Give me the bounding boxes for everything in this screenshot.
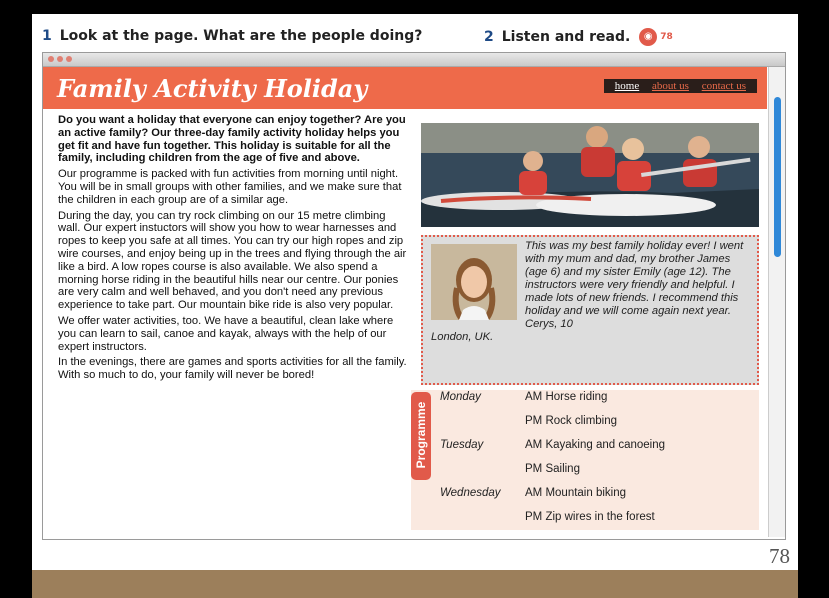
article-paragraph-2: During the day, you can try rock climbing on our 15 metre climbing wall. Our expert instuctors will show you how to wear harnesses and ropes to keep you safe at all times. You can try our high ropes and zip wire courses, and enjoy being up in the trees and flying through the air like a bird. A low ropes course is also available. We also spend a morning horse riding in the beautiful hills near our centre. Our ponies are very calm and well behaved, and you don't need any previous experience to take part. Our mountain bike ride is also very popular. <box>58 209 407 312</box>
article-paragraph-4: In the evenings, there are games and sports activities for all the family. With so much to do, your family will never be bored! <box>58 356 407 382</box>
task-1 <box>42 28 422 44</box>
programme-activity: AM Mountain biking <box>525 487 626 499</box>
audio-cd-icon: ◉ <box>639 28 657 46</box>
site-nav <box>604 79 757 93</box>
programme-tab <box>411 392 431 480</box>
programme-label: Programme <box>414 401 428 469</box>
programme-day: Monday <box>440 391 481 403</box>
programme-activity: AM Horse riding <box>525 391 608 403</box>
scrollbar-thumb[interactable] <box>774 97 781 257</box>
programme-day: Tuesday <box>440 439 484 451</box>
vertical-scrollbar[interactable] <box>768 67 785 537</box>
article-intro: Do you want a holiday that everyone can enjoy together? Are you an active family? Our three-day family activity holiday helps you get fit and have fun together. This holiday is suitable for all the family, including children from the age of five and above. <box>58 114 406 165</box>
testimonial-name: Cerys, 10 <box>525 318 573 330</box>
task-1-number: 1 <box>42 28 52 44</box>
article-paragraph-1: Our programme is packed with fun activities from morning until night. You will be in small groups with other families, and we make sure that the children in each group are of a similar age. <box>58 168 402 206</box>
site-title: Family Activity Holiday <box>57 74 368 103</box>
kayak-scene-illustration <box>421 123 759 227</box>
browser-window <box>42 52 786 540</box>
testimonial-box <box>421 235 759 385</box>
site-banner <box>43 67 767 109</box>
task-2-text: Listen and read. <box>501 29 631 45</box>
programme-activity: PM Zip wires in the forest <box>525 511 655 523</box>
task-1-text: Look at the page. What are the people doing? <box>59 28 423 44</box>
article <box>58 114 408 385</box>
programme-day: Wednesday <box>440 487 501 499</box>
page-footer-band <box>32 570 798 598</box>
browser-titlebar <box>43 53 785 67</box>
family-kayak-photo <box>421 123 759 227</box>
testimonial-text: This was my best family holiday ever! I went with my mum and dad, my brother James (age 6) and my sister Emily (age 12). The instructors were very friendly and helpful. I made lots of new friends. I recommend this holiday and we will come again next year. <box>525 240 744 317</box>
testimonial-location: London, UK. <box>431 331 494 343</box>
programme-table <box>411 390 759 530</box>
window-maximize-icon[interactable] <box>66 56 72 62</box>
nav-link-about-us[interactable]: about us <box>651 80 689 92</box>
article-paragraph-3: We offer water activities, too. We have a beautiful, clean lake where you can learn to sail, canoe and kayak, always with the help of our expert instructors. <box>58 314 394 353</box>
nav-link-contact-us[interactable]: contact us <box>701 80 746 92</box>
audio-track-number: 78 <box>660 32 673 42</box>
textbook-page <box>32 14 798 598</box>
programme-activity: AM Kayaking and canoeing <box>525 439 666 451</box>
task-2-number: 2 <box>484 29 494 45</box>
girl-portrait-illustration <box>431 244 517 320</box>
window-minimize-icon[interactable] <box>57 56 63 62</box>
girl-portrait <box>431 244 517 320</box>
window-close-icon[interactable] <box>48 56 54 62</box>
programme-activity: PM Sailing <box>525 463 580 475</box>
programme-activity: PM Rock climbing <box>525 415 618 427</box>
nav-link-home[interactable]: home <box>614 80 640 92</box>
page-number: 78 <box>769 544 790 568</box>
task-2 <box>484 28 673 46</box>
